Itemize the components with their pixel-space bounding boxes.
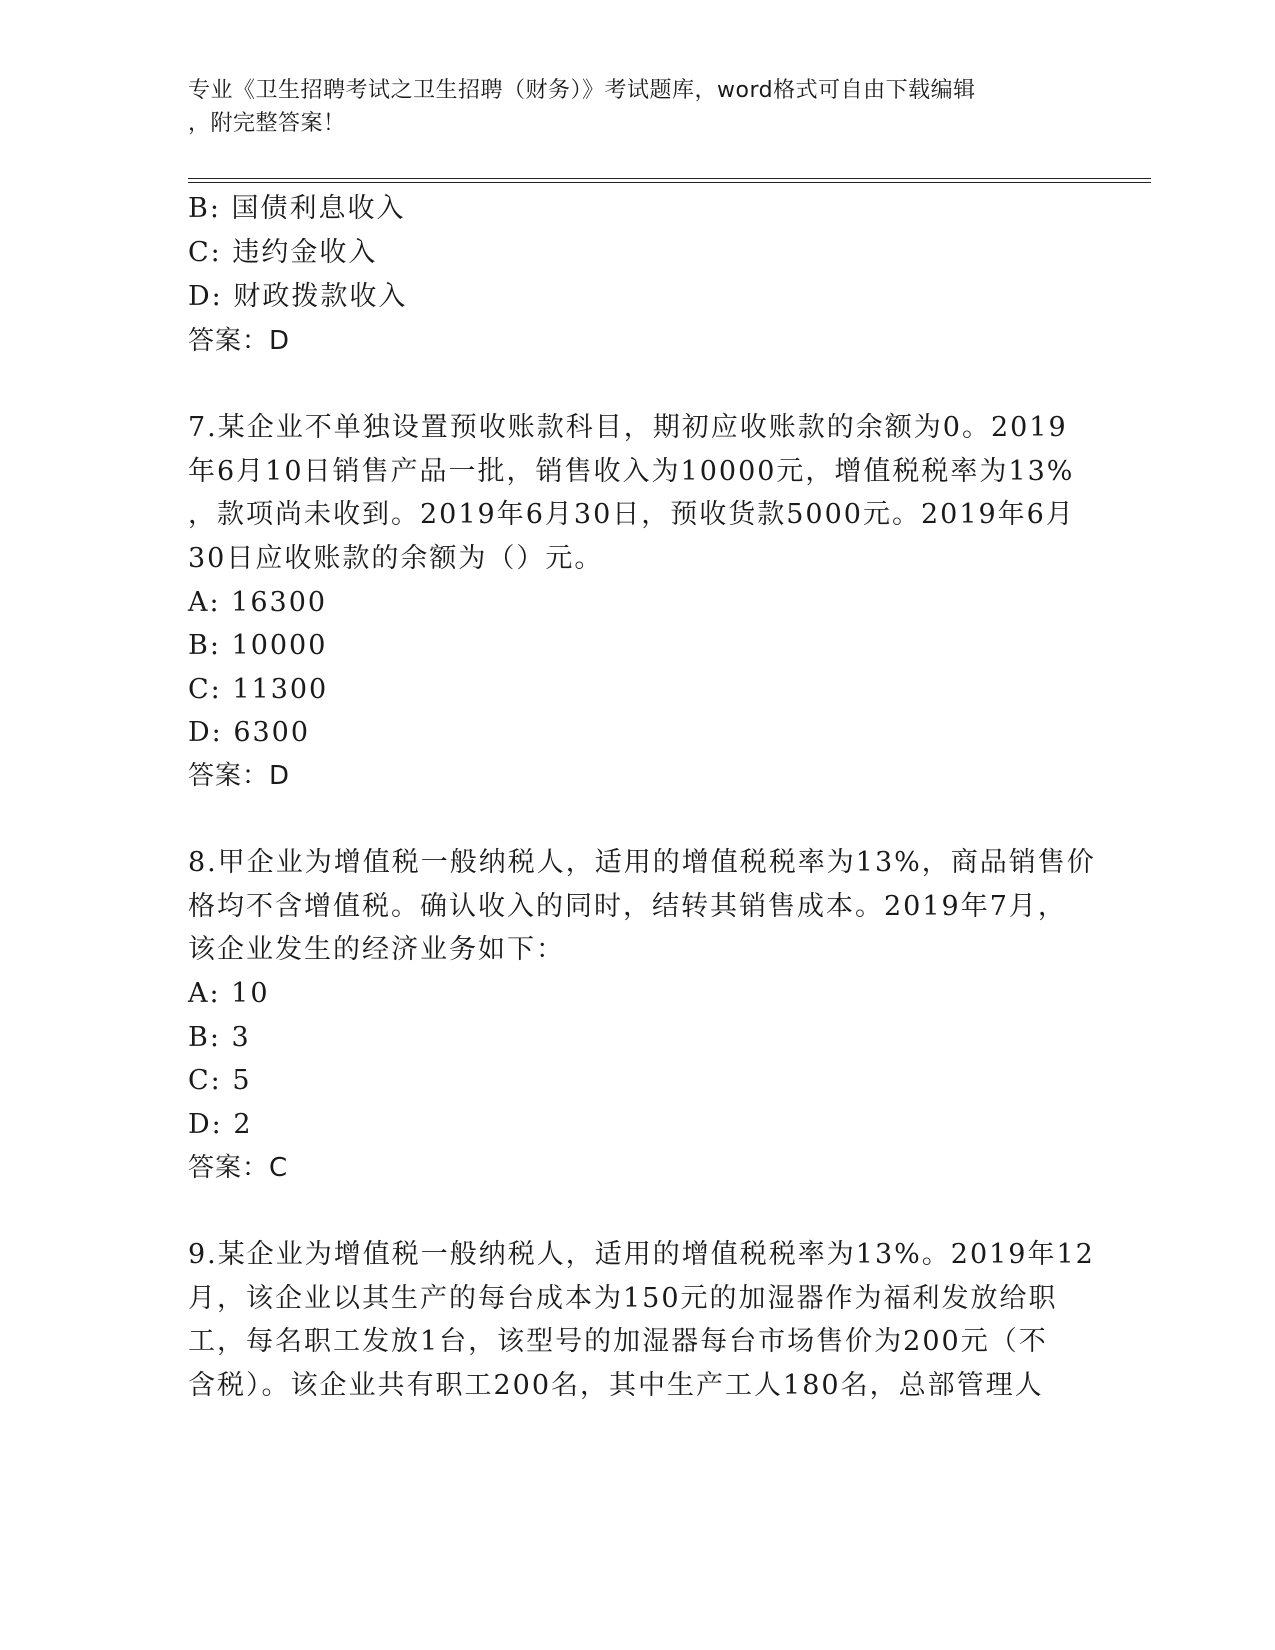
q8-option-c: C: 5 [188, 1065, 252, 1096]
q7-stem-line-1: 7.某企业不单独设置预收账款科目，期初应收账款的余额为0。2019 [188, 412, 1068, 443]
q8-stem-line-2: 格均不含增值税。确认收入的同时，结转其销售成本。2019年7月， [188, 891, 1067, 922]
q6-answer: 答案：D [188, 326, 291, 356]
q7-option-b: B: 10000 [188, 630, 328, 661]
q8-answer: 答案：C [188, 1153, 289, 1183]
header-line-2: ，附完整答案！ [188, 111, 346, 136]
q9-stem-line-2: 月，该企业以其生产的每台成本为150元的加湿器作为福利发放给职 [188, 1283, 1058, 1314]
q7-option-d: D: 6300 [188, 717, 311, 748]
q7-answer: 答案：D [188, 761, 291, 791]
q8-stem-line-1: 8.甲企业为增值税一般纳税人，适用的增值税税率为13%，商品销售价 [188, 847, 1096, 878]
q7-option-c: C: 11300 [188, 674, 329, 705]
q9-stem-line-4: 含税）。该企业共有职工200名，其中生产工人180名，总部管理人 [188, 1370, 1044, 1401]
q8-option-a: A: 10 [188, 978, 270, 1009]
q6-option-b: B: 国债利息收入 [188, 193, 406, 224]
q8-stem-line-3: 该企业发生的经济业务如下： [188, 934, 565, 965]
q7-stem-line-2: 年6月10日销售产品一批，销售收入为10000元，增值税税率为13% [188, 456, 1075, 487]
q7-stem-line-3: ，款项尚未收到。2019年6月30日，预收货款5000元。2019年6月 [188, 499, 1075, 530]
q6-option-c: C: 违约金收入 [188, 237, 378, 268]
q7-stem-line-4: 30日应收账款的余额为（）元。 [188, 543, 604, 574]
q9-stem-line-1: 9.某企业为增值税一般纳税人，适用的增值税税率为13%。2019年12 [188, 1239, 1095, 1270]
q6-option-d: D: 财政拨款收入 [188, 281, 408, 312]
header-rule-top [188, 178, 1151, 179]
q9-stem-line-3: 工，每名职工发放1台，该型号的加湿器每台市场售价为200元（不 [188, 1326, 1048, 1357]
header-line-1: 专业《卫生招聘考试之卫生招聘（财务）》考试题库，word格式可自由下载编辑 [188, 78, 976, 103]
q7-option-a: A: 16300 [188, 587, 328, 618]
q8-option-b: B: 3 [188, 1022, 251, 1053]
page-header [188, 74, 1068, 140]
q8-option-d: D: 2 [188, 1109, 253, 1140]
header-rule-bottom [188, 182, 1151, 183]
